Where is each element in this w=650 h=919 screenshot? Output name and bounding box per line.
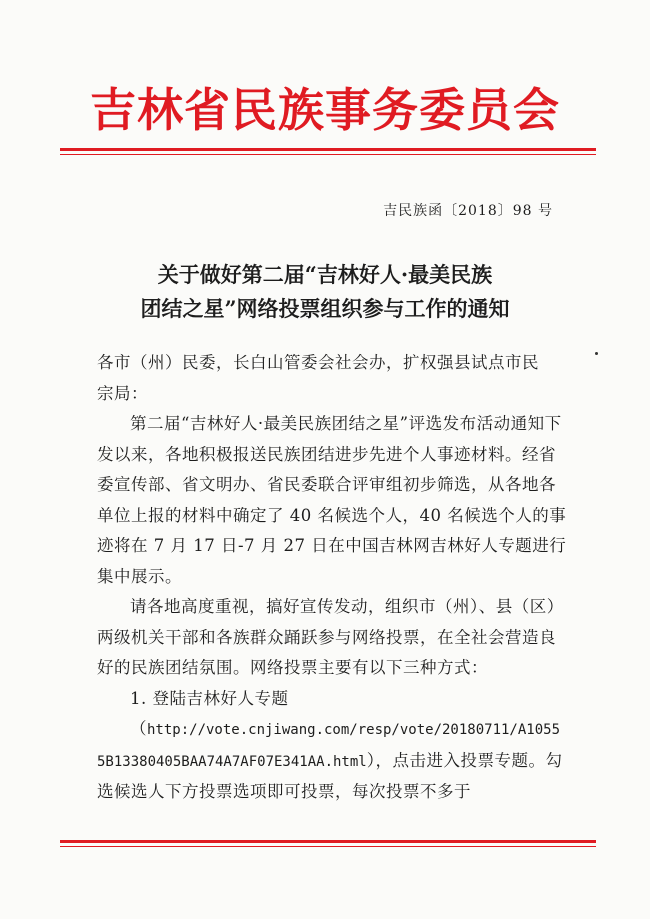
paragraph-1: 第二届“吉林好人·最美民族团结之星”评选发布活动通知下发以来，各地积极报送民族团结进步先进个人事迹材料。经省委宣传部、省文明办、省民委联合评审组初步筛选，从各地各单位上报的材料中确定了 40 名候选个人，40 名候选个人的事迹将在 7 月 17 日-7 月 27 日在中国吉林网吉林好人专题进行集中展示。 <box>97 414 567 586</box>
addressee-line2: 宗局： <box>97 383 148 403</box>
letterhead-title: 吉林省民族事务委员会 <box>90 83 560 137</box>
document-title-line2: 团结之星”网络投票组织参与工作的通知 <box>140 296 510 321</box>
letterhead-rule-thick <box>60 148 596 151</box>
paragraph-2: 请各地高度重视，搞好宣传发动，组织市（州）、县（区）两级机关干部和各族群众踊跃参与网络投票，在全社会营造良好的民族团结氛围。网络投票主要有以下三种方式： <box>97 597 564 677</box>
url-open-bracket: （ <box>130 719 147 738</box>
document-body <box>97 348 567 808</box>
document-title-line1: 关于做好第二届“吉林好人·最美民族 <box>157 262 493 287</box>
document-number: 吉民族函〔2018〕98 号 <box>383 203 553 219</box>
addressee <box>97 348 567 409</box>
letterhead-rule-thin <box>60 154 596 155</box>
list-item-1-body <box>97 714 567 808</box>
vote-url: http://vote.cnjiwang.com/resp/vote/20180711/A10555B13380405BAA74A7AF07E341AA.html <box>97 722 561 770</box>
addressee-line1: 各市（州）民委，长白山管委会社会办，扩权强县试点市民 <box>97 353 539 372</box>
list-item-1-continuation: ），点击进入投票专题。勾选候选人下方投票选项即可投票，每次投票不多于 <box>97 750 563 801</box>
footer-rule-thick <box>60 840 596 843</box>
footer-rule-thin <box>60 846 596 847</box>
document-title <box>0 258 650 326</box>
stray-mark <box>595 352 598 355</box>
list-item-1-heading: 1. 登陆吉林好人专题 <box>130 688 289 708</box>
